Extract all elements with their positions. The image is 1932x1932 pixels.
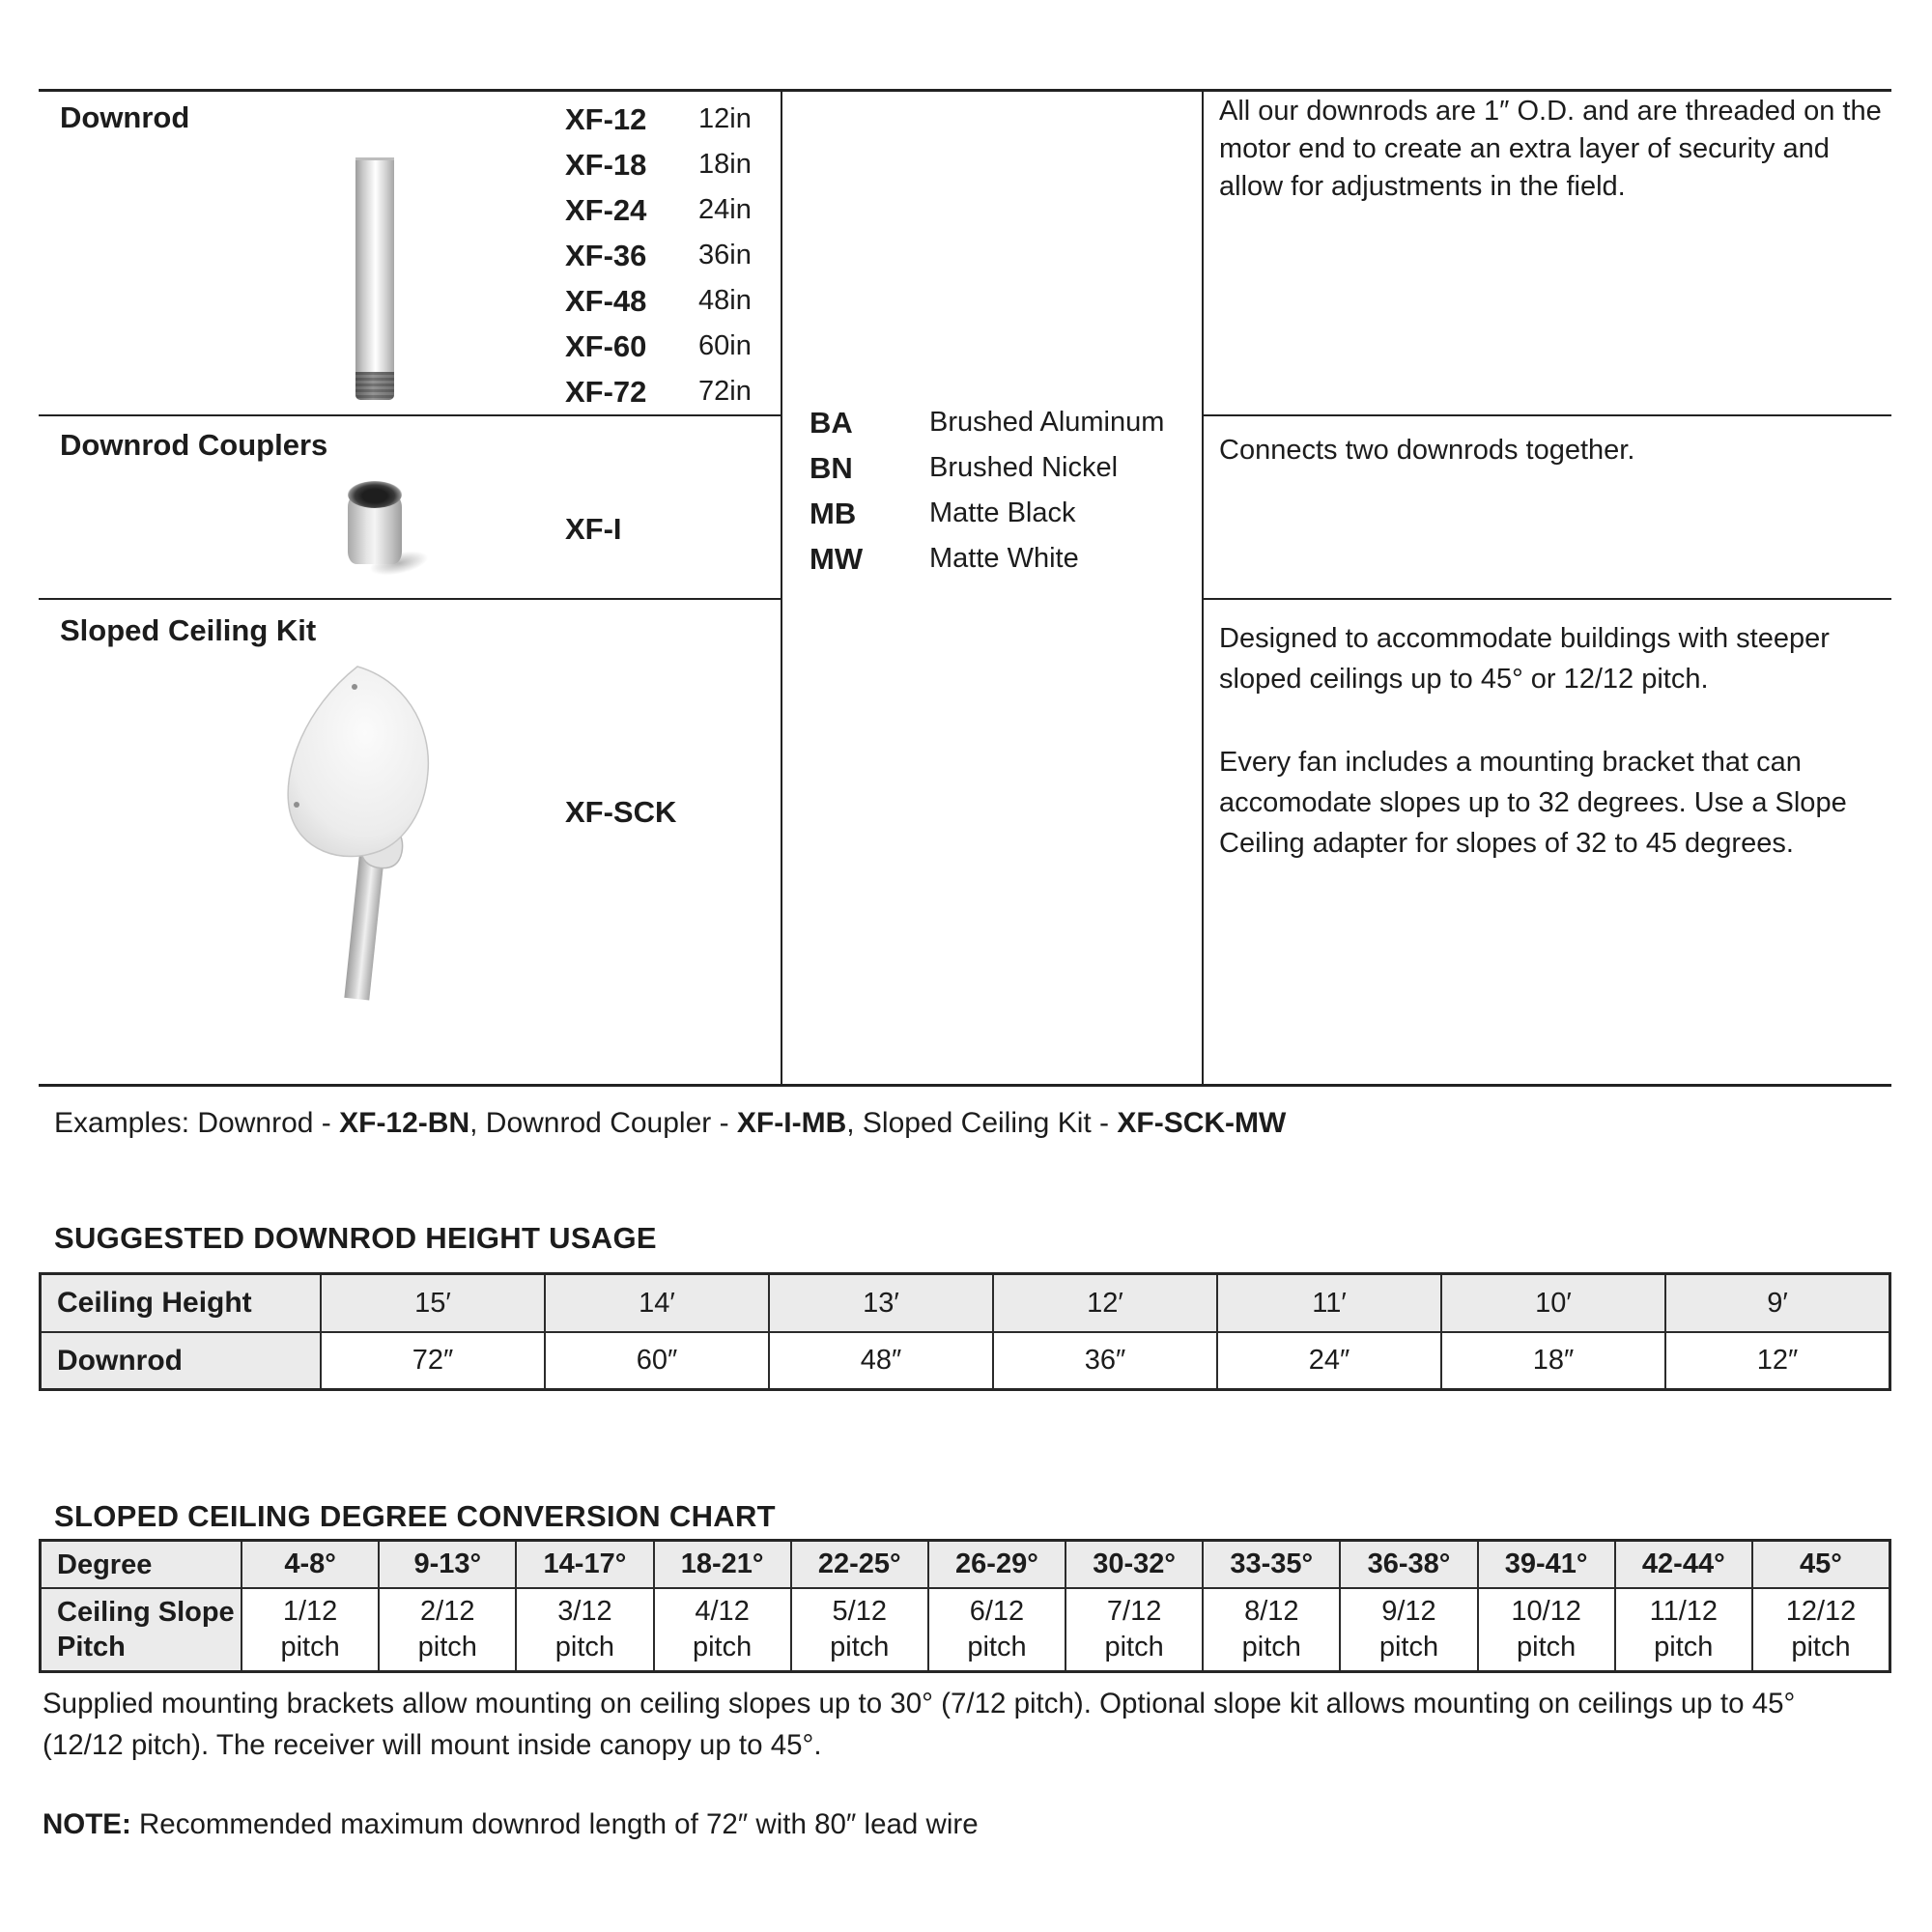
table-bottom-border <box>39 1084 1891 1087</box>
slope-table-row1-label: Degree <box>42 1542 242 1589</box>
downrod-thread-image <box>355 372 394 400</box>
ceiling-height-cell: 9′ <box>1666 1275 1889 1333</box>
model-size: 18in <box>698 149 752 180</box>
ceiling-height-cell: 12′ <box>994 1275 1218 1333</box>
downrod-length-cell: 60″ <box>546 1333 770 1388</box>
model-row <box>565 142 752 187</box>
downrod-length-cell: 72″ <box>322 1333 546 1388</box>
pitch-cell <box>242 1589 380 1670</box>
finish-row <box>810 536 1164 582</box>
pitch-word: pitch <box>1378 1632 1439 1662</box>
example-coupler-code: XF-I-MB <box>736 1107 847 1139</box>
right-row-divider-1 <box>1204 414 1891 416</box>
pitch-value: 1/12 <box>282 1596 338 1627</box>
downrod-length-cell: 48″ <box>770 1333 994 1388</box>
pitch-word: pitch <box>1241 1632 1301 1662</box>
model-size: 12in <box>698 103 752 134</box>
downrod-length-cell: 24″ <box>1218 1333 1442 1388</box>
coupler-model-code: XF-I <box>565 512 622 546</box>
table-vertical-divider-1 <box>781 89 782 1087</box>
degree-cell: 22-25° <box>792 1542 929 1589</box>
pitch-cell <box>1753 1589 1889 1670</box>
height-table-value-row <box>42 1333 1889 1388</box>
pitch-value: 10/12 <box>1511 1596 1581 1627</box>
pitch-cell <box>517 1589 654 1670</box>
sloped-kit-model-code: XF-SCK <box>565 795 677 829</box>
degree-cell: 14-17° <box>517 1542 654 1589</box>
downrod-length-cell: 18″ <box>1442 1333 1666 1388</box>
model-row <box>565 187 752 233</box>
pitch-word: pitch <box>967 1632 1027 1662</box>
downrod-description: All our downrods are 1″ O.D. and are threaded on the motor end to create an extra layer of security and allow for adjustments in the field. <box>1219 96 1882 202</box>
examples-sep1: , Downrod Coupler - <box>469 1107 737 1139</box>
section-title-couplers: Downrod Couplers <box>60 428 328 462</box>
sloped-kit-description-2: Every fan includes a mounting bracket that can accomodate slopes up to 32 degrees. Use a Slope Ceiling adapter for slopes of 32 to 45 degrees. <box>1219 747 1847 859</box>
pitch-word: pitch <box>1517 1632 1577 1662</box>
model-code: XF-36 <box>565 238 647 272</box>
height-table-row2-label: Downrod <box>42 1333 322 1388</box>
pitch-word: pitch <box>280 1632 340 1662</box>
model-code: XF-24 <box>565 192 647 227</box>
downrod-length-cell: 36″ <box>994 1333 1218 1388</box>
pitch-cell <box>792 1589 929 1670</box>
ceiling-height-cell: 15′ <box>322 1275 546 1333</box>
model-size: 24in <box>698 194 752 225</box>
pitch-value: 11/12 <box>1649 1596 1719 1627</box>
finish-code: MW <box>810 541 864 576</box>
examples-sep2: , Sloped Ceiling Kit - <box>846 1107 1118 1139</box>
model-code: XF-72 <box>565 374 647 409</box>
pitch-word: pitch <box>692 1632 753 1662</box>
pitch-cell <box>1341 1589 1478 1670</box>
model-code: XF-60 <box>565 328 647 363</box>
model-code: XF-12 <box>565 101 647 136</box>
finish-list <box>810 400 1164 582</box>
finish-row <box>810 445 1164 491</box>
model-size: 48in <box>698 285 752 316</box>
table-vertical-divider-2 <box>1202 89 1204 1087</box>
pitch-value: 3/12 <box>557 1596 612 1627</box>
slope-table-title: SLOPED CEILING DEGREE CONVERSION CHART <box>54 1499 776 1533</box>
model-size: 36in <box>698 240 752 270</box>
model-row <box>565 233 752 278</box>
pitch-cell <box>1616 1589 1753 1670</box>
pitch-word: pitch <box>1654 1632 1714 1662</box>
finish-name: Brushed Aluminum <box>929 407 1165 438</box>
height-table <box>39 1272 1891 1391</box>
coupler-opening <box>348 481 402 508</box>
height-table-row1-label: Ceiling Height <box>42 1275 322 1333</box>
degree-cell: 26-29° <box>929 1542 1066 1589</box>
degree-cell: 4-8° <box>242 1542 380 1589</box>
pitch-cell <box>1479 1589 1616 1670</box>
note-label: NOTE: <box>43 1808 131 1840</box>
ceiling-height-cell: 13′ <box>770 1275 994 1333</box>
model-row <box>565 324 752 369</box>
pitch-value: 12/12 <box>1785 1596 1857 1627</box>
pitch-word: pitch <box>1104 1632 1164 1662</box>
ceiling-height-cell: 14′ <box>546 1275 770 1333</box>
table-top-border <box>39 89 1891 92</box>
downrod-length-cell: 12″ <box>1666 1333 1889 1388</box>
finish-name: Brushed Nickel <box>929 452 1119 483</box>
degree-cell: 36-38° <box>1341 1542 1478 1589</box>
pitch-value: 2/12 <box>420 1596 475 1627</box>
downrod-product-image <box>355 157 394 375</box>
degree-cell: 45° <box>1753 1542 1889 1589</box>
model-code: XF-18 <box>565 147 647 182</box>
coupler-product-image <box>340 479 423 580</box>
degree-cell: 9-13° <box>380 1542 517 1589</box>
example-sck-code: XF-SCK-MW <box>1117 1107 1287 1139</box>
coupler-description: Connects two downrods together. <box>1219 435 1635 466</box>
section-title-sloped-kit: Sloped Ceiling Kit <box>60 613 317 647</box>
pitch-word: pitch <box>417 1632 477 1662</box>
finish-name: Matte White <box>929 543 1079 574</box>
pitch-value: 8/12 <box>1244 1596 1299 1627</box>
left-row-divider-2 <box>39 598 781 600</box>
right-row-divider-2 <box>1204 598 1891 600</box>
slope-table-row2-label: Ceiling Slope Pitch <box>42 1589 242 1670</box>
ceiling-height-cell: 11′ <box>1218 1275 1442 1333</box>
pitch-value: 7/12 <box>1106 1596 1162 1627</box>
examples-prefix: Examples: Downrod - <box>54 1107 340 1139</box>
model-code: XF-48 <box>565 283 647 318</box>
degree-cell: 18-21° <box>655 1542 792 1589</box>
degree-cell: 39-41° <box>1479 1542 1616 1589</box>
pitch-cell <box>655 1589 792 1670</box>
finish-row <box>810 400 1164 445</box>
pitch-cell <box>929 1589 1066 1670</box>
pitch-cell <box>1204 1589 1341 1670</box>
slope-table <box>39 1539 1891 1673</box>
model-size: 60in <box>698 330 752 361</box>
pitch-cell <box>1066 1589 1204 1670</box>
slope-table-value-row <box>42 1589 1889 1670</box>
degree-cell: 42-44° <box>1616 1542 1753 1589</box>
sloped-kit-description-1: Designed to accommodate buildings with steeper sloped ceilings up to 45° or 12/12 pitch. <box>1219 623 1830 695</box>
pitch-value: 5/12 <box>832 1596 887 1627</box>
pitch-cell <box>380 1589 517 1670</box>
height-table-header-row <box>42 1275 1889 1333</box>
pitch-word: pitch <box>1791 1632 1851 1662</box>
section-title-downrod: Downrod <box>60 100 190 134</box>
slope-table-header-row <box>42 1542 1889 1589</box>
finish-code: BA <box>810 405 853 440</box>
height-table-title: SUGGESTED DOWNROD HEIGHT USAGE <box>54 1221 657 1255</box>
model-row <box>565 278 752 324</box>
left-row-divider-1 <box>39 414 781 416</box>
pitch-word: pitch <box>830 1632 890 1662</box>
example-downrod-code: XF-12-BN <box>339 1107 470 1139</box>
finish-row <box>810 491 1164 536</box>
note-text: Recommended maximum downrod length of 72″ with 80″ lead wire <box>130 1808 979 1840</box>
ceiling-height-cell: 10′ <box>1442 1275 1666 1333</box>
note-line <box>43 1808 979 1841</box>
degree-cell: 33-35° <box>1204 1542 1341 1589</box>
examples-line <box>54 1107 1286 1140</box>
mounting-note-paragraph: Supplied mounting brackets allow mounting on ceiling slopes up to 30° (7/12 pitch). Optional slope kit allows mounting on ceilings up to 45° (12/12 pitch). The receiver will mount inside canopy up to 45°. <box>43 1688 1796 1761</box>
downrod-model-list <box>565 97 752 414</box>
pitch-value: 6/12 <box>969 1596 1025 1627</box>
sloped-kit-product-image <box>246 652 459 1009</box>
model-size: 72in <box>698 376 752 407</box>
finish-code: MB <box>810 496 857 530</box>
model-row <box>565 369 752 414</box>
pitch-value: 4/12 <box>695 1596 750 1627</box>
finish-name: Matte Black <box>929 497 1076 528</box>
pitch-word: pitch <box>554 1632 615 1662</box>
degree-cell: 30-32° <box>1066 1542 1204 1589</box>
pitch-value: 9/12 <box>1381 1596 1436 1627</box>
finish-code: BN <box>810 450 853 485</box>
model-row <box>565 97 752 142</box>
